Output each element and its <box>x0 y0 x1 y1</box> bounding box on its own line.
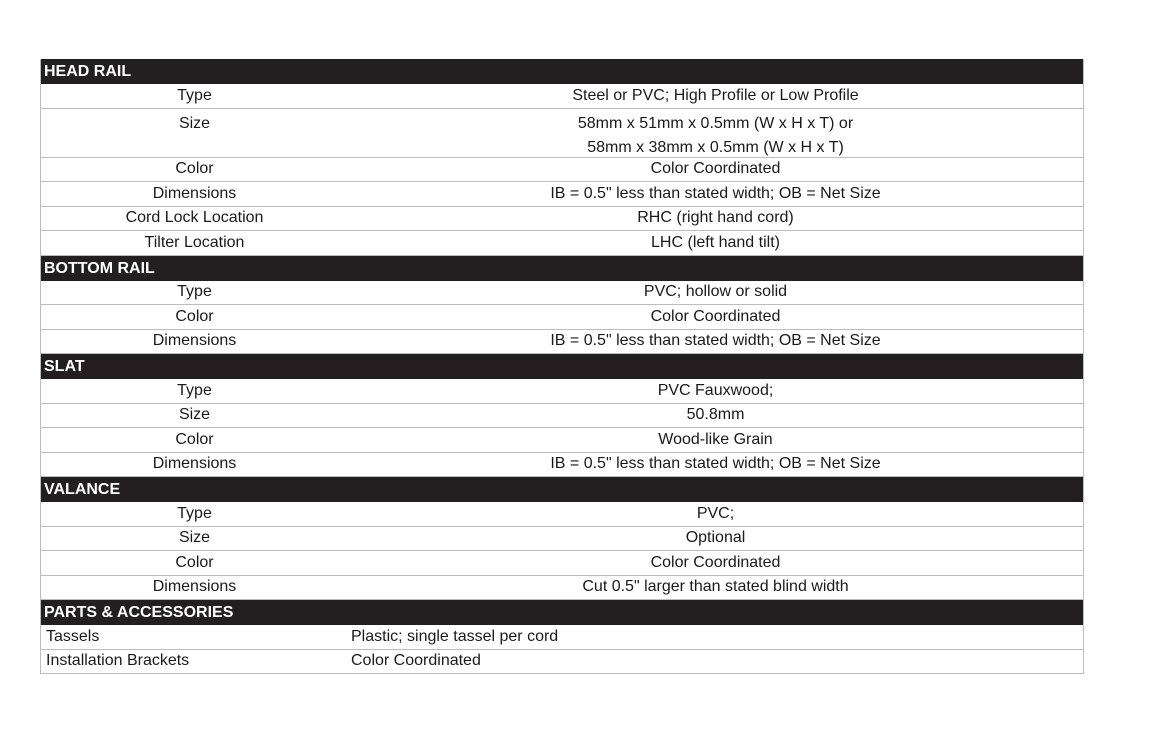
spec-row <box>41 453 1083 478</box>
spec-row <box>41 207 1083 232</box>
spec-row <box>41 625 1083 650</box>
spec-value: Wood-like Grain <box>658 430 773 448</box>
spec-value: Color Coordinated <box>351 652 481 670</box>
section-header-valance: VALANCE <box>41 477 1083 502</box>
spec-label: Color <box>175 307 214 325</box>
spec-label: Size <box>178 529 211 547</box>
spec-label: Type <box>177 283 212 301</box>
spec-value: Steel or PVC; High Profile or Low Profile <box>572 86 859 104</box>
spec-value: Optional <box>685 529 746 547</box>
spec-value: IB = 0.5" less than stated width; OB = Net Size <box>550 332 881 350</box>
spec-value: PVC; hollow or solid <box>643 283 788 301</box>
spec-label: Dimensions <box>152 455 237 473</box>
spec-label: Dimensions <box>152 184 237 202</box>
spec-row <box>41 404 1083 429</box>
spec-row <box>41 428 1083 453</box>
spec-value: Plastic; single tassel per cord <box>351 627 559 645</box>
spec-row <box>41 84 1083 109</box>
spec-value: Color Coordinated <box>650 160 781 178</box>
spec-label: Type <box>177 86 212 104</box>
spec-label: Dimensions <box>152 332 237 350</box>
spec-row <box>41 379 1083 404</box>
spec-label: Tilter Location <box>144 233 245 251</box>
spec-row <box>41 158 1083 183</box>
spec-label: Color <box>175 160 214 178</box>
spec-value: Color Coordinated <box>650 553 781 571</box>
spec-label: Size <box>178 114 211 132</box>
spec-value: PVC; <box>696 504 735 522</box>
spec-label: Dimensions <box>152 578 237 596</box>
spec-value: LHC (left hand tilt) <box>651 233 780 251</box>
spec-value: 50.8mm <box>686 406 745 424</box>
spec-row <box>41 502 1083 527</box>
spec-label: Installation Brackets <box>46 652 190 670</box>
spec-row <box>41 305 1083 330</box>
section-header-bottom-rail: BOTTOM RAIL <box>41 256 1083 281</box>
spec-table <box>40 59 1084 674</box>
spec-value: RHC (right hand cord) <box>637 209 794 227</box>
spec-row <box>41 551 1083 576</box>
spec-row <box>41 182 1083 207</box>
spec-label: Cord Lock Location <box>125 209 264 227</box>
spec-value-line: 58mm x 38mm x 0.5mm (W x H x T) <box>587 138 844 156</box>
spec-row <box>41 650 1083 675</box>
spec-value: IB = 0.5" less than stated width; OB = Net Size <box>550 455 881 473</box>
spec-row <box>41 527 1083 552</box>
spec-row <box>41 576 1083 601</box>
spec-value-line: 58mm x 51mm x 0.5mm (W x H x T) or <box>577 114 854 132</box>
section-header-slat: SLAT <box>41 354 1083 379</box>
spec-row <box>41 281 1083 306</box>
spec-label: Size <box>178 406 211 424</box>
spec-value: Color Coordinated <box>650 307 781 325</box>
spec-row <box>41 109 1083 158</box>
spec-label: Tassels <box>46 627 100 645</box>
spec-label: Color <box>175 430 214 448</box>
spec-value <box>348 109 1083 160</box>
spec-value: IB = 0.5" less than stated width; OB = Net Size <box>550 184 881 202</box>
spec-value: PVC Fauxwood; <box>657 381 774 399</box>
spec-label: Type <box>177 504 212 522</box>
section-header-head-rail: HEAD RAIL <box>41 59 1083 84</box>
section-header-parts-accessories: PARTS & ACCESSORIES <box>41 600 1083 625</box>
spec-row <box>41 231 1083 256</box>
spec-label: Color <box>175 553 214 571</box>
spec-row <box>41 330 1083 355</box>
spec-label: Type <box>177 381 212 399</box>
spec-value: Cut 0.5" larger than stated blind width <box>582 578 849 596</box>
